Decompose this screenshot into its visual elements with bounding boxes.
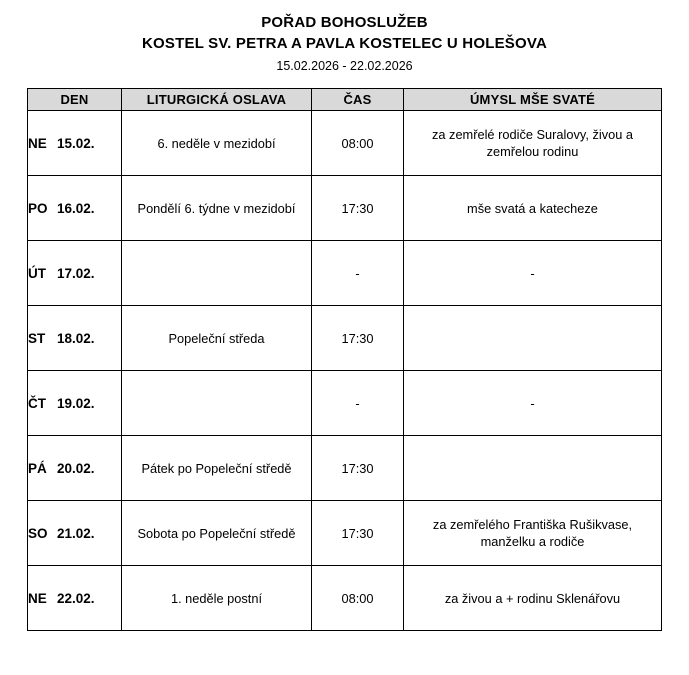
cell-day: [28, 306, 122, 371]
cell-time: -: [312, 241, 404, 306]
page-title: POŘAD BOHOSLUŽEB: [261, 14, 428, 31]
cell-time: 17:30: [312, 436, 404, 501]
column-header-time: ČAS: [312, 89, 404, 111]
cell-time: 17:30: [312, 176, 404, 241]
cell-day: [28, 241, 122, 306]
day-label: ST: [28, 330, 46, 346]
church-name: KOSTEL SV. PETRA A PAVLA KOSTELEC U HOLEŠOVA: [142, 35, 547, 52]
table-row: [28, 436, 662, 501]
cell-celebration: Pondělí 6. týdne v mezidobí: [122, 176, 312, 241]
cell-celebration: Popeleční středa: [122, 306, 312, 371]
day-date: 21.02.: [57, 525, 95, 541]
cell-day: [28, 436, 122, 501]
column-header-day: DEN: [28, 89, 122, 111]
day-date: 19.02.: [57, 395, 95, 411]
table-body: [28, 111, 662, 631]
day-label: NE: [28, 135, 47, 151]
cell-time: 08:00: [312, 566, 404, 631]
cell-time: 17:30: [312, 306, 404, 371]
cell-time: 08:00: [312, 111, 404, 176]
day-date: 22.02.: [57, 590, 95, 606]
cell-day: [28, 566, 122, 631]
cell-time: 17:30: [312, 501, 404, 566]
date-range: 15.02.2026 - 22.02.2026: [276, 59, 413, 73]
cell-day: [28, 371, 122, 436]
cell-celebration: 1. neděle postní: [122, 566, 312, 631]
mass-schedule-table: [27, 88, 662, 631]
day-label: ČT: [28, 395, 46, 411]
table-row: [28, 241, 662, 306]
cell-day: [28, 176, 122, 241]
cell-intention: [404, 306, 662, 371]
day-date: 15.02.: [57, 135, 95, 151]
cell-time: -: [312, 371, 404, 436]
cell-intention: -: [404, 241, 662, 306]
table-header: [28, 89, 662, 111]
cell-intention: za zemřelé rodiče Suralovy, živou a zemřelou rodinu: [404, 111, 662, 176]
cell-intention: -: [404, 371, 662, 436]
table-row: [28, 176, 662, 241]
table-header-row: [28, 89, 662, 111]
day-label: NE: [28, 590, 47, 606]
cell-celebration: 6. neděle v mezidobí: [122, 111, 312, 176]
day-date: 18.02.: [57, 330, 95, 346]
table-row: [28, 306, 662, 371]
table-row: [28, 111, 662, 176]
cell-celebration: Pátek po Popeleční středě: [122, 436, 312, 501]
day-label: SO: [28, 525, 48, 541]
day-date: 17.02.: [57, 265, 95, 281]
document-header: [0, 0, 689, 75]
cell-celebration: [122, 241, 312, 306]
day-label: PÁ: [28, 460, 47, 476]
table-row: [28, 371, 662, 436]
table-row: [28, 566, 662, 631]
day-label: ÚT: [28, 265, 46, 281]
cell-celebration: Sobota po Popeleční středě: [122, 501, 312, 566]
cell-day: [28, 501, 122, 566]
day-date: 20.02.: [57, 460, 95, 476]
cell-intention: [404, 436, 662, 501]
cell-intention: za zemřelého Františka Rušikvase, manželku a rodiče: [404, 501, 662, 566]
column-header-celebration: LITURGICKÁ OSLAVA: [122, 89, 312, 111]
table-row: [28, 501, 662, 566]
cell-intention: mše svatá a katecheze: [404, 176, 662, 241]
cell-intention: za živou a + rodinu Sklenářovu: [404, 566, 662, 631]
cell-day: [28, 111, 122, 176]
column-header-intention: ÚMYSL MŠE SVATÉ: [404, 89, 662, 111]
cell-celebration: [122, 371, 312, 436]
day-date: 16.02.: [57, 200, 95, 216]
day-label: PO: [28, 200, 48, 216]
